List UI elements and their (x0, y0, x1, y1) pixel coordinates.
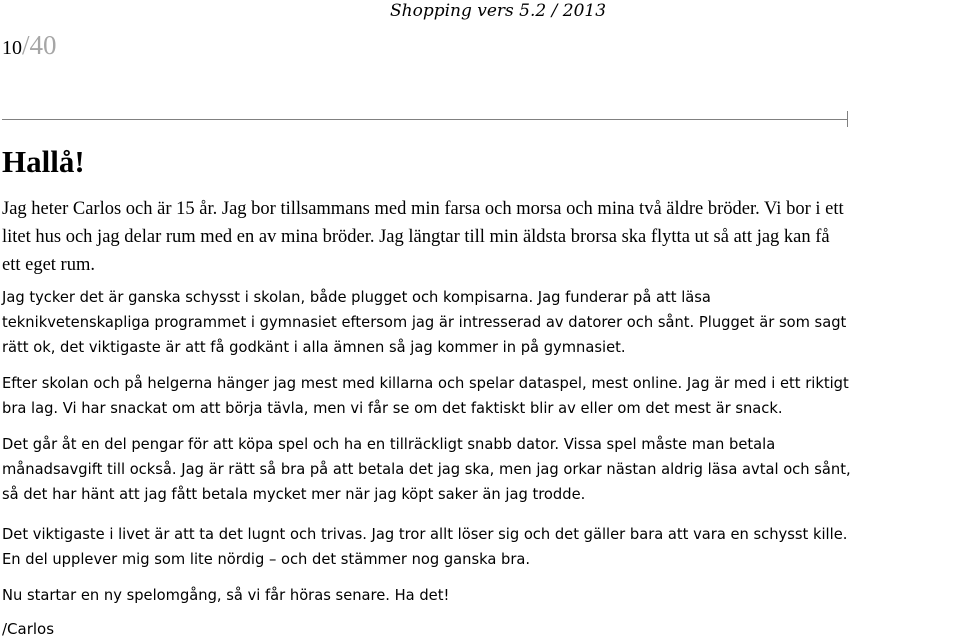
paragraph-1 (2, 195, 844, 279)
page-number-separator: / (22, 30, 30, 60)
paragraph-line: rätt ok, det viktigaste är att få godkänt i alla ämnen så jag kommer in på gymnasiet. (2, 339, 626, 356)
header-rule (2, 119, 847, 120)
signature: /Carlos (2, 620, 55, 638)
paragraph-line: Jag tycker det är ganska schysst i skolan, både plugget och kompisarna. Jag funderar på att läsa (2, 289, 711, 306)
paragraph-line: bra lag. Vi har snackat om att börja tävla, men vi får se om det faktiskt blir av eller om det mest är snack. (2, 400, 783, 417)
page-number-total: 40 (29, 30, 57, 60)
page-number-current: 10 (2, 37, 22, 59)
paragraph-line: månadsavgift till också. Jag är rätt så bra på att betala det jag ska, men jag orkar nästan aldrig läsa avtal och sånt, (2, 461, 851, 478)
paragraph-line: Det går åt en del pengar för att köpa spel och ha en tillräckligt snabb dator. Vissa spel måste man betala (2, 436, 776, 453)
paragraph-6 (2, 583, 449, 608)
paragraph-line: Jag heter Carlos och är 15 år. Jag bor tillsammans med min farsa och morsa och mina två äldre bröder. Vi bor i ett (2, 199, 844, 219)
letter-title: Hallå! (2, 144, 85, 179)
paragraph-line: Efter skolan och på helgerna hänger jag mest med killarna och spelar dataspel, mest online. Jag är med i ett riktigt (2, 375, 849, 392)
paragraph-line: litet hus och jag delar rum med en av mina bröder. Jag längtar till min äldsta brorsa ska flytta ut så att jag kan få (2, 227, 830, 247)
running-header: Shopping vers 5.2 / 2013 (390, 1, 607, 21)
paragraph-line: En del upplever mig som lite nördig – och det stämmer nog ganska bra. (2, 551, 531, 568)
paragraph-5 (2, 522, 847, 572)
paragraph-line: ett eget rum. (2, 255, 95, 275)
paragraph-4 (2, 432, 851, 507)
header-rule-tick (847, 111, 848, 127)
paragraph-line: Det viktigaste i livet är att ta det lugnt och trivas. Jag tror allt löser sig och det gäller bara att vara en schysst kille. (2, 526, 848, 543)
page-number (2, 30, 57, 63)
paragraph-line: Nu startar en ny spelomgång, så vi får höras senare. Ha det! (2, 587, 450, 604)
paragraph-2 (2, 285, 846, 360)
paragraph-line: teknikvetenskapliga programmet i gymnasiet eftersom jag är intresserad av datorer och sånt. Plugget är som sagt (2, 314, 847, 331)
paragraph-line: så det har hänt att jag fått betala mycket mer när jag köpt saker än jag trodde. (2, 486, 586, 503)
paragraph-3 (2, 371, 849, 421)
